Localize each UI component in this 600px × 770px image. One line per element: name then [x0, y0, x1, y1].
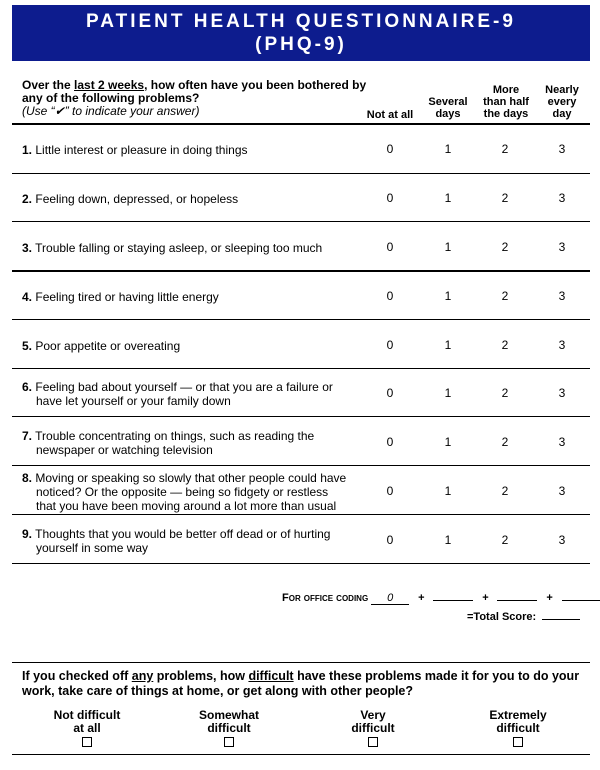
difficulty-option-label: Very difficult: [351, 708, 395, 735]
difficulty-emphasis-difficult: difficult: [248, 669, 294, 683]
table-row: [12, 222, 590, 271]
question-period: last 2 weeks: [74, 78, 145, 92]
difficulty-text: have these problems made it for you to do your work, take care of things at home, or get along with other people?: [22, 669, 580, 698]
column-header-nearly-every-day: Nearly every day: [545, 84, 579, 120]
item-line: Trouble falling or staying asleep, or sleeping too much: [35, 241, 323, 255]
item-number: 4.: [22, 290, 33, 304]
item-line: that you have been moving around a lot more than usual: [36, 499, 337, 513]
office-coding-label: For office coding: [282, 592, 369, 604]
item-number: 6.: [22, 380, 33, 394]
answer-option-3[interactable]: 3: [558, 338, 566, 352]
item-text: [22, 471, 357, 513]
answer-option-3[interactable]: 3: [558, 435, 566, 449]
item-text: [22, 380, 357, 408]
answer-option-1[interactable]: 1: [444, 289, 452, 303]
total-score: [467, 611, 580, 623]
answer-option-0[interactable]: 0: [386, 386, 394, 400]
item-number: 7.: [22, 429, 33, 443]
coding-blank-1[interactable]: 0: [371, 592, 409, 605]
coding-blank-4[interactable]: [562, 600, 600, 601]
answer-option-2[interactable]: 2: [501, 533, 509, 547]
answer-option-0[interactable]: 0: [386, 533, 394, 547]
column-header-several-days: Several days: [428, 96, 468, 120]
office-coding: [282, 592, 600, 605]
item-text: [22, 527, 357, 555]
answer-option-3[interactable]: 3: [558, 289, 566, 303]
answer-option-2[interactable]: 2: [501, 142, 509, 156]
coding-blank-2[interactable]: [433, 600, 473, 601]
answer-option-1[interactable]: 1: [444, 338, 452, 352]
item-number: 1.: [22, 143, 33, 157]
answer-option-0[interactable]: 0: [386, 338, 394, 352]
total-score-label: =Total Score:: [467, 611, 537, 623]
item-line: newspaper or watching television: [36, 443, 213, 457]
difficulty-option-label: Extremely difficult: [489, 708, 547, 735]
answer-option-2[interactable]: 2: [501, 338, 509, 352]
item-line: Moving or speaking so slowly that other people could have: [35, 471, 347, 485]
item-number: 5.: [22, 339, 33, 353]
answer-option-2[interactable]: 2: [501, 289, 509, 303]
item-number: 8.: [22, 471, 33, 485]
item-number: 2.: [22, 192, 33, 206]
answer-option-3[interactable]: 3: [558, 191, 566, 205]
table-row: [12, 173, 590, 222]
table-row: [12, 417, 590, 466]
difficulty-option-somewhat[interactable]: [169, 709, 289, 750]
question-text-post: , how often have you been bothered by any of the following problems?: [22, 78, 367, 105]
answer-option-2[interactable]: 2: [501, 191, 509, 205]
column-header-not-at-all: Not at all: [366, 109, 414, 121]
item-line: Poor appetite or overeating: [35, 339, 181, 353]
difficulty-emphasis-any: any: [131, 669, 154, 683]
item-text: [22, 143, 357, 157]
answer-option-1[interactable]: 1: [444, 435, 452, 449]
answer-option-2[interactable]: 2: [501, 386, 509, 400]
answer-option-2[interactable]: 2: [501, 240, 509, 254]
table-row: [12, 124, 590, 173]
item-line: Feeling down, depressed, or hopeless: [35, 192, 239, 206]
section-divider: [12, 662, 590, 663]
question-hint: (Use “✔” to indicate your answer): [22, 104, 200, 118]
item-text: [22, 241, 357, 255]
answer-option-0[interactable]: 0: [386, 191, 394, 205]
answer-option-0[interactable]: 0: [386, 240, 394, 254]
item-line: Trouble concentrating on things, such as reading the: [35, 429, 315, 443]
coding-blank-3[interactable]: [497, 600, 537, 601]
answer-option-0[interactable]: 0: [386, 142, 394, 156]
question-header: [22, 79, 367, 118]
item-text: [22, 192, 357, 206]
item-line: Feeling tired or having little energy: [35, 290, 219, 304]
answer-option-3[interactable]: 3: [558, 386, 566, 400]
answer-option-1[interactable]: 1: [444, 191, 452, 205]
answer-option-1[interactable]: 1: [444, 533, 452, 547]
difficulty-option-not-difficult[interactable]: [27, 709, 147, 750]
item-text: [22, 429, 357, 457]
total-score-blank[interactable]: [542, 619, 580, 620]
difficulty-question: [22, 669, 582, 699]
answer-option-1[interactable]: 1: [444, 484, 452, 498]
item-number: 3.: [22, 241, 33, 255]
checkbox[interactable]: [224, 737, 234, 747]
plus-sign: +: [546, 592, 553, 604]
item-line: noticed? Or the opposite — being so fidgety or restless: [36, 485, 329, 499]
answer-option-3[interactable]: 3: [558, 484, 566, 498]
checkbox[interactable]: [513, 737, 523, 747]
table-row: [12, 466, 590, 515]
answer-option-3[interactable]: 3: [558, 142, 566, 156]
column-header-more-than-half: More than half the days: [483, 84, 529, 120]
item-number: 9.: [22, 527, 33, 541]
item-text: [22, 290, 357, 304]
difficulty-option-very[interactable]: [313, 709, 433, 750]
answer-option-3[interactable]: 3: [558, 533, 566, 547]
item-line: Little interest or pleasure in doing things: [35, 143, 248, 157]
answer-option-1[interactable]: 1: [444, 386, 452, 400]
answer-option-0[interactable]: 0: [386, 484, 394, 498]
answer-option-3[interactable]: 3: [558, 240, 566, 254]
answer-option-1[interactable]: 1: [444, 142, 452, 156]
answer-option-0[interactable]: 0: [386, 435, 394, 449]
item-line: yourself in some way: [36, 541, 149, 555]
table-row: [12, 320, 590, 369]
checkbox[interactable]: [368, 737, 378, 747]
answer-option-2[interactable]: 2: [501, 484, 509, 498]
plus-sign: +: [418, 592, 425, 604]
item-text: [22, 339, 357, 353]
difficulty-option-label: Not difficult at all: [53, 708, 121, 735]
table-row: [12, 515, 590, 564]
table-row: [12, 271, 590, 320]
bottom-divider: [12, 754, 590, 755]
form-title: PATIENT HEALTH QUESTIONNAIRE-9: [86, 11, 516, 32]
title-bar: [12, 5, 590, 61]
item-line: Feeling bad about yourself — or that you are a failure or: [35, 380, 333, 394]
difficulty-text: problems, how: [153, 669, 249, 683]
answer-option-0[interactable]: 0: [386, 289, 394, 303]
difficulty-option-extremely[interactable]: [458, 709, 578, 750]
answer-option-2[interactable]: 2: [501, 435, 509, 449]
difficulty-option-label: Somewhat difficult: [198, 708, 259, 735]
answer-option-1[interactable]: 1: [444, 240, 452, 254]
table-row: [12, 368, 590, 417]
difficulty-text: If you checked off: [22, 669, 132, 683]
form-abbreviation: (PHQ-9): [255, 34, 347, 55]
question-text-pre: Over the: [22, 78, 75, 92]
item-line: have let yourself or your family down: [36, 394, 231, 408]
item-line: Thoughts that you would be better off dead or of hurting: [35, 527, 331, 541]
plus-sign: +: [482, 592, 489, 604]
checkbox[interactable]: [82, 737, 92, 747]
